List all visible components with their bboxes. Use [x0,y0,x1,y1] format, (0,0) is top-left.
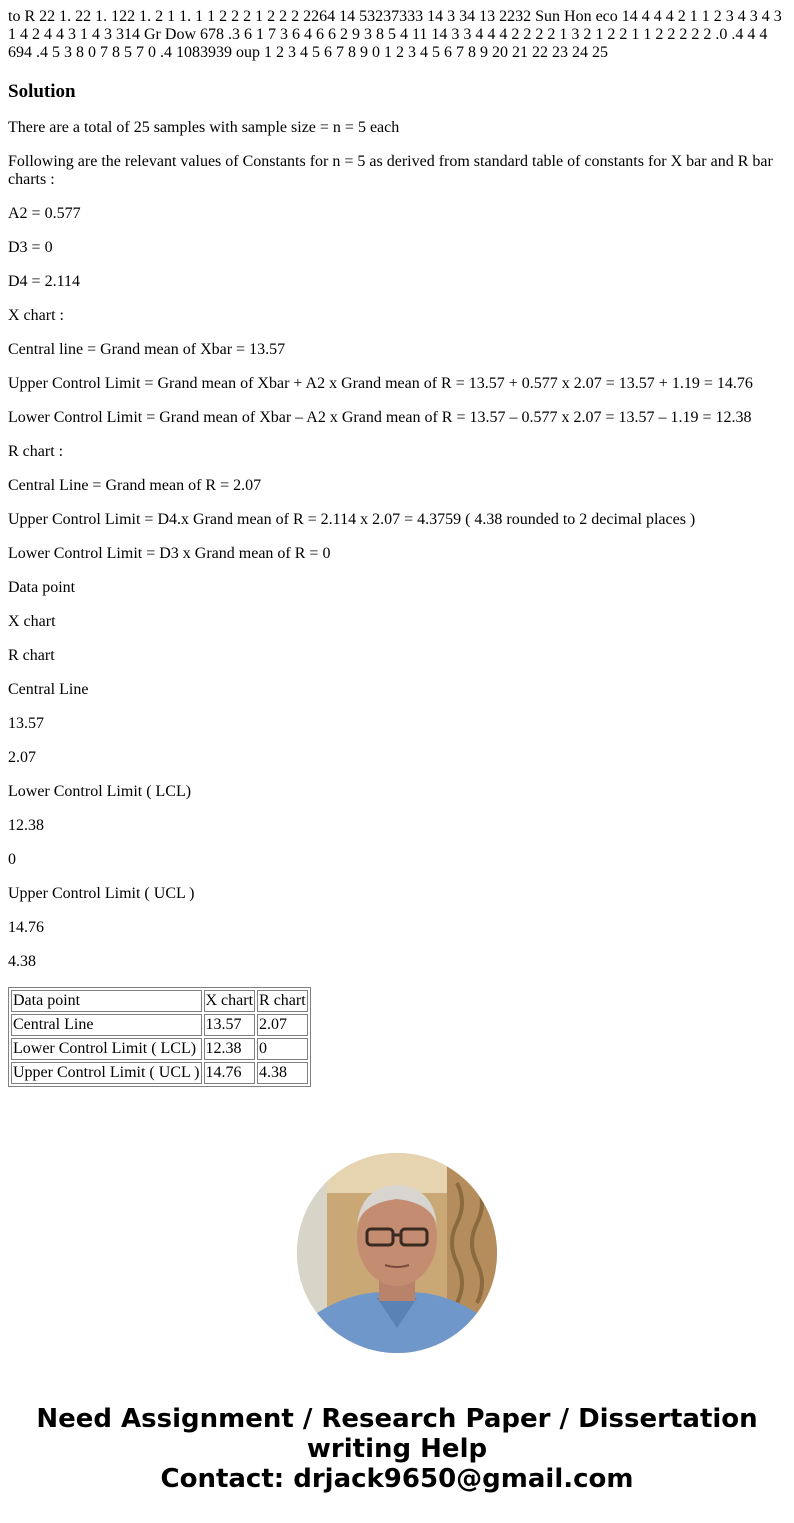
paragraph: 0 [8,851,16,868]
paragraph: 14.76 [8,919,44,936]
table-row [11,990,308,1012]
solution-heading: Solution [8,81,76,102]
paragraph: Upper Control Limit = Grand mean of Xbar + A2 x Grand mean of R = 13.57 + 0.577 x 2.07 = 13.57 + 1.19 = 14.76 [8,375,753,392]
table-row [11,1038,308,1060]
paragraph: Following are the relevant values of Constants for n = 5 as derived from standard table of constants for X bar and R bar charts : [8,153,773,188]
table-cell: 4.38 [257,1062,308,1084]
paragraph: 12.38 [8,817,44,834]
paragraph: R chart [8,647,55,664]
paragraph: Central line = Grand mean of Xbar = 13.57 [8,341,286,358]
author-portrait-image [297,1153,497,1353]
table-cell: Data point [11,990,202,1012]
table-cell: Central Line [11,1014,202,1036]
paragraph: Lower Control Limit = D3 x Grand mean of R = 0 [8,545,331,562]
paragraph: Upper Control Limit = D4.x Grand mean of R = 2.114 x 2.07 = 4.3759 ( 4.38 rounded to 2 decimal places ) [8,511,696,528]
banner-line: writing Help [306,1434,488,1464]
control-limits-table [8,987,311,1087]
intro-ocr-text: to R 22 1. 22 1. 122 1. 2 1 1. 1 1 2 2 2 1 2 2 2 2264 14 53237333 14 3 34 13 2232 Sun Hon eco 14 4 4 4 2 1 1 2 3 4 3 4 3 1 4 2 4 4 3 1 4 3 314 Gr Dow 678 .3 6 1 7 3 6 4 6 6 2 9 3 8 5 4 11 14 3 3 4 4 4 2 2 2 2 1 3 2 1 2 2 1 1 2 2 2 2 2 .0 .4 4 4 694 .4 5 3 8 0 7 8 5 7 0 .4 1083939 oup 1 2 3 4 5 6 7 8 9 0 1 2 3 4 5 6 7 8 9 20 21 22 23 24 25 [8,8,782,61]
paragraph: R chart : [8,443,64,460]
banner-line: Need Assignment / Research Paper / Dissertation [36,1404,758,1434]
table-cell: X chart [204,990,256,1012]
table-cell: 0 [257,1038,308,1060]
table-cell: 12.38 [204,1038,256,1060]
paragraph: Central Line [8,681,89,698]
table-cell: 2.07 [257,1014,308,1036]
table-cell: Lower Control Limit ( LCL) [11,1038,202,1060]
paragraph: A2 = 0.577 [8,205,81,222]
paragraph: There are a total of 25 samples with sample size = n = 5 each [8,119,400,136]
paragraph: Upper Control Limit ( UCL ) [8,885,195,902]
table-cell: 14.76 [204,1062,256,1084]
table-row [11,1014,308,1036]
table-cell: 13.57 [204,1014,256,1036]
contact-banner [0,1404,794,1494]
paragraph: 4.38 [8,953,36,970]
paragraph: Data point [8,579,76,596]
paragraph: Lower Control Limit ( LCL) [8,783,192,800]
paragraph: 13.57 [8,715,44,732]
table-row [11,1062,308,1084]
contact-email: Contact: drjack9650@gmail.com [160,1464,634,1494]
paragraph: Central Line = Grand mean of R = 2.07 [8,477,262,494]
paragraph: 2.07 [8,749,36,766]
paragraph: D4 = 2.114 [8,273,80,290]
paragraph: D3 = 0 [8,239,53,256]
paragraph: X chart [8,613,56,630]
paragraph: X chart : [8,307,64,324]
table-cell: Upper Control Limit ( UCL ) [11,1062,202,1084]
paragraph: Lower Control Limit = Grand mean of Xbar – A2 x Grand mean of R = 13.57 – 0.577 x 2.07 = 13.57 – 1.19 = 12.38 [8,409,752,426]
author-avatar [297,1153,497,1353]
table-cell: R chart [257,990,308,1012]
